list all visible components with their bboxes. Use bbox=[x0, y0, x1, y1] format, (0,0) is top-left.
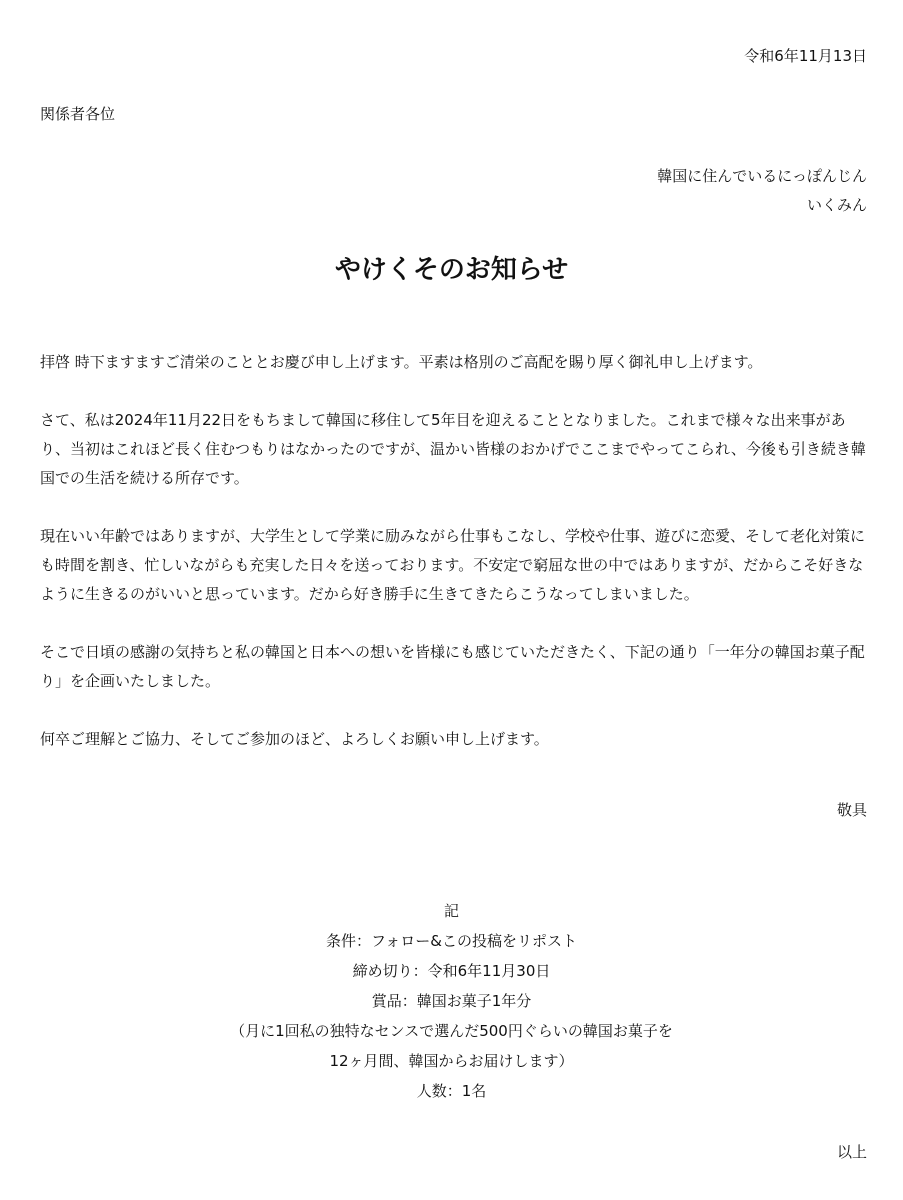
document-date: 令和6年11月13日 bbox=[744, 47, 867, 65]
recipient: 関係者各位 bbox=[40, 105, 116, 123]
sender-name: いくみん bbox=[806, 196, 867, 214]
paragraph-current-life: 現在いい年齢ではありますが、大学生として学業に励みながら仕事もこなし、学校や仕事、遊びに恋愛、そして老化対策にも時間を割き、忙しいながらも充実した日々を送っております。不安定で窮屈な世の中ではありますが、だからこそ好きなように生きるのがいいと思っています。だから好き勝手に生きてきたらこうなってしまいました。 bbox=[40, 527, 866, 603]
notes-prize-detail-1: （月に1回私の独特なセンスで選んだ500円ぐらいの韓国お菓子を bbox=[230, 1022, 673, 1040]
notes-condition: 条件：フォロー&この投稿をリポスト bbox=[326, 932, 577, 950]
paragraph-request: 何卒ご理解とご協力、そしてご参加のほど、よろしくお願い申し上げます。 bbox=[40, 730, 549, 748]
notes-count: 人数：1名 bbox=[416, 1082, 487, 1100]
notes-prize-detail-2: 12ヶ月間、韓国からお届けします） bbox=[329, 1052, 574, 1070]
paragraph-plan: そこで日頃の感謝の気持ちと私の韓国と日本への想いを皆様にも感じていただきたく、下記の通り「一年分の韓国お菓子配り」を企画いたしました。 bbox=[40, 643, 865, 690]
sender-block bbox=[657, 162, 867, 220]
notes-section bbox=[0, 896, 903, 1106]
notes-heading: 記 bbox=[443, 902, 459, 920]
notes-deadline: 締め切り：令和6年11月30日 bbox=[352, 962, 551, 980]
letter-body bbox=[40, 348, 870, 783]
document-title: やけくそのお知らせ bbox=[334, 255, 569, 285]
paragraph-greeting: 拝啓 時下ますますご清栄のこととお慶び申し上げます。平素は格別のご高配を賜り厚く御礼申し上げます。 bbox=[40, 353, 763, 371]
notes-prize: 賞品：韓国お菓子1年分 bbox=[371, 992, 532, 1010]
closing-word: 敬具 bbox=[836, 801, 867, 819]
sender-affiliation: 韓国に住んでいるにっぽんじん bbox=[657, 167, 867, 185]
end-word: 以上 bbox=[836, 1143, 867, 1161]
paragraph-announcement: さて、私は2024年11月22日をもちまして韓国に移住して5年目を迎えることとなりました。これまで様々な出来事があり、当初はこれほど長く住むつもりはなかったのですが、温かい皆様のおかげでここまでやってこられ、今後も引き続き韓国での生活を続ける所存です。 bbox=[40, 411, 866, 487]
